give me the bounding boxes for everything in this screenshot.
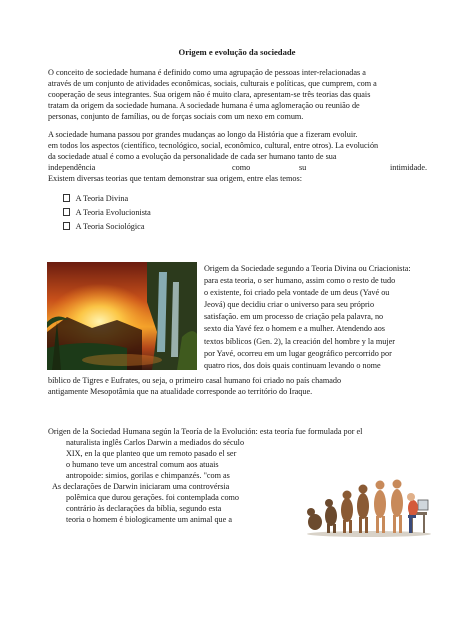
evo-line-9: teoria o homem é biologicamente um animal que a — [66, 515, 232, 524]
divine-line-7: textos bíblicos (Gen. 2), la creación del hombre y la mujer — [204, 337, 395, 346]
evo-line-4: o humano teve um ancestral comum aos atuais — [66, 460, 219, 469]
evo-line-6: As declarações de Darwin iniciaram uma controvérsia — [52, 482, 230, 491]
para1-line-3: cooperação de seus integrantes. Sua origem não é muito clara, apresentam-se três teorias das quais — [48, 90, 371, 99]
divine-line-2: para esta teoria, o ser humano, assim como o resto de tudo — [204, 276, 396, 285]
para2-line-3: da sociedade atual é como a evolução da personalidade de cada ser humano tanto de sua — [48, 152, 337, 161]
evo-line-2: naturalista inglês Carlos Darwin a mediados do século — [66, 438, 245, 447]
divine-line-1: Origem da Sociedade segundo a Teoria Divina ou Criacionista: — [204, 264, 411, 273]
para2-line-1: A sociedade humana passou por grandes mudanças ao longo da História que a fizeram evoluir. — [48, 130, 358, 139]
divine-line-9: quatro rios, dos dois quais continuam levando o nome — [204, 361, 381, 370]
creation-landscape-image — [47, 262, 197, 370]
divine-tail-line-1: bíblico de Tigres e Eufrates, ou seja, o primeiro casal humano foi criado no país chamado — [48, 376, 342, 385]
bullet-box-icon — [63, 208, 70, 216]
evo-line-1: Origen de la Sociedad Humana según la Teoría de la Evolución: esta teoría fue formulada por el — [48, 427, 363, 436]
document-title: Origem e evolução da sociedade — [178, 47, 296, 57]
para2-line-2: em todos los aspectos (científico, tecnológico, social, econômico, cultural, entre otros). La evolución — [48, 141, 379, 150]
para1-line-2: através de um conjunto de atividades econômicas, sociais, culturais e políticas, que cumprem, com a — [48, 79, 377, 88]
divine-line-3: o existente, foi criado pela vontade de um deus (Yavé ou — [204, 288, 390, 297]
divine-tail-line-2: antigamente Mesopotâmia que na atualidade corresponde ao território do Iraque. — [48, 387, 313, 396]
divine-line-4: Jeová) que decidiu criar o universo para seu próprio — [204, 300, 375, 309]
para1-line-5: personas, conjunto de famílias, ou de forças sociais com um nexo em comum. — [48, 112, 304, 121]
divine-line-6: sexto dia Yavé fez o homem e a mulher. Atendendo aos — [204, 324, 385, 333]
evo-line-3: XIX, en la que planteo que um remoto pasado el ser — [66, 449, 237, 458]
bullet-box-icon — [63, 194, 70, 202]
evo-line-7: polêmica que durou gerações. foi contemplada como — [66, 493, 240, 502]
para2-line-5: Existem diversas teorias que tentam demonstrar sua origem, entre elas temos: — [48, 174, 302, 183]
evo-line-8: contrário às declarações da bíblia, segundo esta — [66, 504, 222, 513]
divine-line-8: por Yavé, ocorreu em um lugar geográfico percorrido por — [204, 349, 392, 358]
human-evolution-image — [305, 460, 433, 538]
theory-item-evolutionist: A Teoria Evolucionista — [63, 208, 151, 217]
evo-line-5: antropoide: simios, gorilas e chimpanzés. "com as — [66, 471, 230, 480]
divine-line-5: satisfação. em um processo de criação pela palavra, no — [204, 312, 384, 321]
document-page: Origem e evolução da sociedade O conceito de sociedade humana é definido como uma agrupação de pessoas inter-relacionadas a através de um conjunto de atividades econômicas, sociais, culturais e políticas, que cumprem, com a cooperação de seus integrantes. Sua origem não é muito clara, apresentam-se três teorias das quais tratam da origem da sociedade humana. A sociedade humana é uma aglomeração ou reunião de personas, conjunto de famílias, ou de forças sociais com um nexo em comum. A sociedade humana passou por grandes mudanças ao longo da História que a fizeram evoluir. em todos los aspectos (científico, tecnológico, social, econômico, cultural, entre otros). La evolución da sociedade atual é como a evolução da personalidade de cada ser humano tanto de sua independência como su intimidade. Existem diversas teorias que tentam demonstrar sua origem, entre elas temos: A Teoria Divina A Teoria Evolucionista A Teoria Sociológica Origem da Sociedade segundo a Teoria Divina ou Criacionista: para esta teoria, o ser humano, assim como o resto de tudo o existente, foi criado pela vontade de um deus (Yavé ou Jeová) que decidiu criar o universo para seu próprio satisfação. em um processo de criação pela palavra, no sexto dia Yavé fez o homem e a mulher. Atendendo aos textos bíblicos (Gen. 2), la creación del hombre y la mujer por Yavé, ocorreu em um lugar geográfico percorrido por quatro rios, dos dois quais continuam levando o nome bíblico de Tigres e Eufrates, ou seja, o primeiro casal humano foi criado no país chamado antigamente Mesopotâmia que na atualidade corresponde ao território do Iraque. Origen de la Sociedad Humana según la Teoría de la Evolución: esta teoría fue formulada por el naturalista inglês Carlos Darwin a mediados do século XIX, en la que planteo que um remoto pasado el ser o humano teve um ancestral comum aos atuais antropoide: simios, gorilas e chimpanzés. "com as As declarações de Darwin iniciaram uma controvérsia polêmica que durou gerações. foi contemplada como contrário às declarações da bíblia, segundo esta teoria o homem é biologicamente um animal que a — [0, 0, 474, 632]
para1-line-1: O conceito de sociedade humana é definido como uma agrupação de pessoas inter-relacionadas a — [48, 68, 366, 77]
bullet-box-icon — [63, 222, 70, 230]
theory-item-sociological: A Teoria Sociológica — [63, 222, 144, 231]
theory-item-divine: A Teoria Divina — [63, 194, 128, 203]
para1-line-4: tratam da origem da sociedade humana. A sociedade humana é uma aglomeração ou reunião de — [48, 101, 360, 110]
